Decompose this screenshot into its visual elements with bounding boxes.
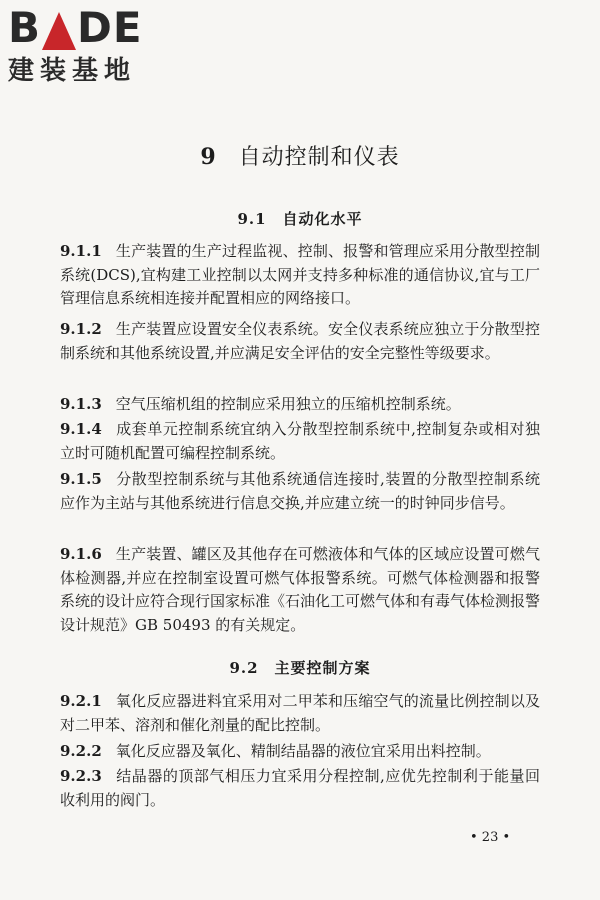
clause	[60, 765, 540, 812]
section-heading	[0, 657, 600, 678]
clause-number: 9.2.1	[60, 692, 102, 710]
clause-number: 9.1.6	[60, 545, 102, 563]
section-heading	[0, 208, 600, 229]
clause	[60, 240, 540, 311]
logo	[8, 3, 178, 86]
clause-text: 分散型控制系统与其他系统通信连接时,装置的分散型控制系统应作为主站与其他系统进行信息交换,并应建立统一的时钟同步信号。	[60, 470, 540, 512]
clause-number: 9.1.5	[60, 470, 102, 488]
section-title: 自动化水平	[282, 210, 363, 228]
clause-number: 9.1.2	[60, 320, 102, 338]
clause	[60, 393, 540, 417]
chapter-title: 自动控制和仪表	[238, 145, 400, 170]
logo-subtitle: 建装基地	[8, 56, 137, 86]
clause-text: 生产装置、罐区及其他存在可燃液体和气体的区域应设置可燃气体检测器,并应在控制室设置可燃气体报警系统。可燃气体检测器和报警系统的设计应符合现行国家标准《石油化工可燃气体和有毒气体检测报警设计规范》GB 50493 的有关规定。	[60, 545, 541, 634]
clause	[60, 690, 540, 737]
clause	[60, 318, 540, 365]
clause-text: 生产装置的生产过程监视、控制、报警和管理应采用分散型控制系统(DCS),宜构建工业控制以太网并支持多种标准的通信协议,宜与工厂管理信息系统相连接并配置相应的网络接口。	[60, 242, 540, 307]
clause	[60, 543, 540, 637]
logo-letters-de: DE	[77, 3, 143, 52]
section-title: 主要控制方案	[274, 659, 371, 677]
clause-number: 9.2.3	[60, 767, 102, 785]
clause	[60, 740, 540, 764]
clause-text: 空气压缩机组的控制应采用独立的压缩机控制系统。	[115, 395, 461, 413]
logo-letter-b: B	[8, 3, 42, 52]
clause-text: 氧化反应器及氧化、精制结晶器的液位宜采用出料控制。	[115, 742, 491, 760]
section-number: 9.2	[229, 659, 259, 677]
clause-number: 9.1.4	[60, 420, 102, 438]
logo-wordmark	[8, 3, 178, 52]
clause-number: 9.1.3	[60, 395, 102, 413]
clause	[60, 418, 540, 465]
clause-text: 结晶器的顶部气相压力宜采用分程控制,应优先控制利于能量回收利用的阀门。	[60, 767, 540, 809]
clause-number: 9.1.1	[60, 242, 102, 260]
clause-text: 氧化反应器进料宜采用对二甲苯和压缩空气的流量比例控制以及对二甲苯、溶剂和催化剂量的配比控制。	[60, 692, 540, 734]
section-number: 9.1	[237, 210, 267, 228]
clause	[60, 468, 540, 515]
chapter-heading	[0, 140, 600, 171]
clause-text: 成套单元控制系统宜纳入分散型控制系统中,控制复杂或相对独立时可随机配置可编程控制系统。	[60, 420, 540, 462]
page-number: • 23 •	[470, 830, 511, 845]
logo-triangle-icon	[42, 10, 76, 50]
clause-number: 9.2.2	[60, 742, 102, 760]
chapter-number: 9	[200, 144, 217, 170]
clause-text: 生产装置应设置安全仪表系统。安全仪表系统应独立于分散型控制系统和其他系统设置,并应满足安全评估的安全完整性等级要求。	[60, 320, 540, 362]
